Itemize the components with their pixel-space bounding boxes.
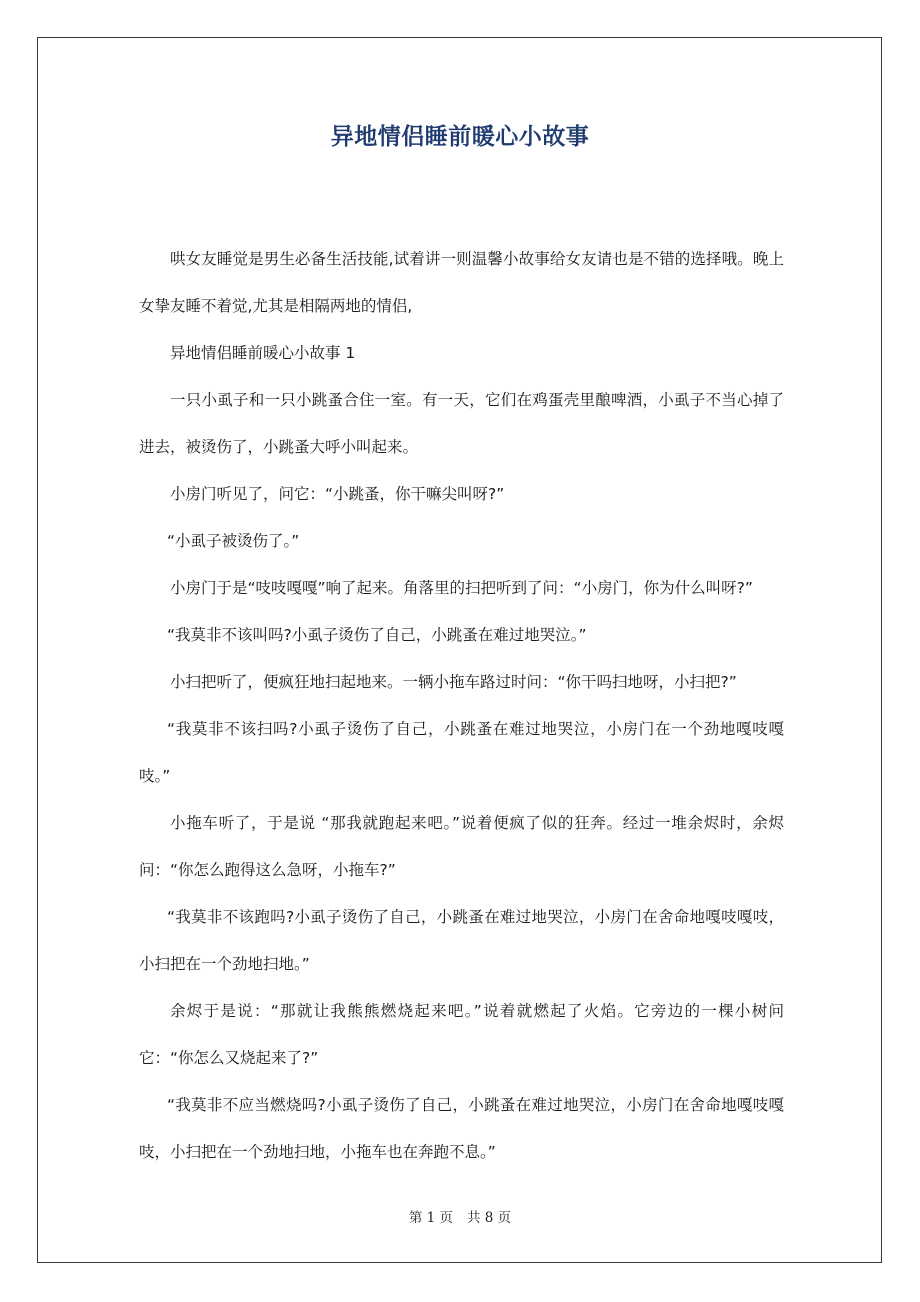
document-body: [139, 236, 784, 1176]
story-paragraph: 余烬于是说：“那就让我熊熊燃烧起来吧。”说着就燃起了火焰。它旁边的一棵小树问它：“你怎么又烧起来了?”: [139, 1002, 784, 1067]
story-paragraph: “小虱子被烫伤了。”: [167, 532, 300, 550]
intro-paragraph: 哄女友睡觉是男生必备生活技能,试着讲一则温馨小故事给女友请也是不错的选择哦。晚上女挚友睡不着觉,尤其是相隔两地的情侣,: [139, 250, 784, 315]
page-total: 共 8 页: [467, 1210, 512, 1226]
story-paragraph: 小房门听见了，问它：“小跳蚤，你干嘛尖叫呀?”: [170, 485, 505, 503]
story-paragraph: “我莫非不该跑吗?小虱子烫伤了自己，小跳蚤在难过地哭泣，小房门在舍命地嘎吱嘎吱，小扫把在一个劲地扫地。”: [139, 908, 784, 973]
story-paragraph: 小房门于是“吱吱嘎嘎”响了起来。角落里的扫把听到了问：“小房门，你为什么叫呀?”: [170, 579, 753, 597]
page-footer: [0, 1206, 920, 1226]
story-paragraph: “我莫非不该叫吗?小虱子烫伤了自己，小跳蚤在难过地哭泣。”: [167, 626, 587, 644]
story-paragraph: 一只小虱子和一只小跳蚤合住一室。有一天，它们在鸡蛋壳里酿啤酒，小虱子不当心掉了进去，被烫伤了，小跳蚤大呼小叫起来。: [139, 391, 784, 456]
document-title: 异地情侣睡前暖心小故事: [330, 124, 590, 150]
story-paragraph: 小扫把听了，便疯狂地扫起地来。一辆小拖车路过时问：“你干吗扫地呀，小扫把?”: [170, 673, 737, 691]
story-paragraph: “我莫非不应当燃烧吗?小虱子烫伤了自己，小跳蚤在难过地哭泣，小房门在舍命地嘎吱嘎吱，小扫把在一个劲地扫地，小拖车也在奔跑不息。”: [139, 1096, 784, 1161]
story-paragraph: “我莫非不该扫吗?小虱子烫伤了自己，小跳蚤在难过地哭泣，小房门在一个劲地嘎吱嘎吱。”: [139, 720, 784, 785]
story-heading: 异地情侣睡前暖心小故事 1: [170, 344, 356, 362]
story-paragraph: 小拖车听了，于是说 “那我就跑起来吧。”说着便疯了似的狂奔。经过一堆余烬时，余烬问：“你怎么跑得这么急呀，小拖车?”: [139, 814, 784, 879]
page-number: 第 1 页: [408, 1210, 453, 1226]
